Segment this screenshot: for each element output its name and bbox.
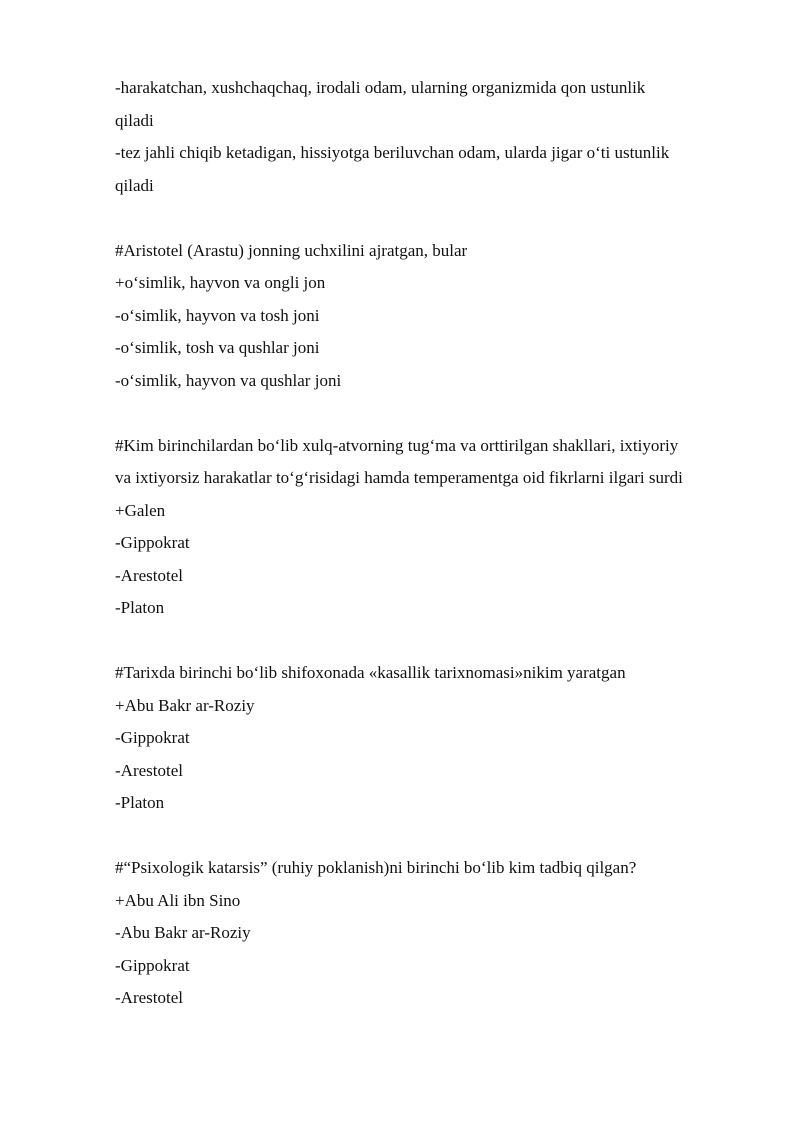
blank-line: [115, 820, 755, 853]
answer-correct: +Abu Ali ibn Sino: [115, 890, 241, 910]
blank-line: [115, 625, 755, 658]
answer-option: -o‘simlik, hayvon va tosh joni: [115, 305, 320, 325]
question-line: va ixtiyorsiz harakatlar to‘g‘risidagi hamda temperamentga oid fikrlarni ilgari surdi: [115, 468, 683, 487]
text-line: qiladi: [115, 110, 154, 130]
answer-option: -o‘simlik, tosh va qushlar joni: [115, 338, 320, 357]
answer-option: -Platon: [115, 793, 165, 812]
answer-option: -Gippokrat: [115, 955, 190, 975]
answer-option: -Arestotel: [115, 565, 183, 585]
answer-option: -Platon: [115, 598, 165, 617]
answer-correct: +o‘simlik, hayvon va ongli jon: [115, 273, 326, 292]
text-line: -harakatchan, xushchaqchaq, irodali odam, ularning organizmida qon ustunlik: [115, 78, 646, 97]
question-line: #Kim birinchilardan bo‘lib xulq-atvorning tug‘ma va orttirilgan shakllari, ixtiyoriy: [115, 435, 679, 455]
question-line: #“Psixologik katarsis” (ruhiy poklanish)ni birinchi bo‘lib kim tadbiq qilgan?: [115, 858, 637, 877]
answer-correct: +Abu Bakr ar-Roziy: [115, 695, 255, 715]
answer-correct: +Galen: [115, 500, 166, 520]
question-line: #Tarixda birinchi bo‘lib shifoxonada «kasallik tarixnomasi»nikim yaratgan: [115, 663, 626, 682]
document-body: [115, 72, 755, 1015]
answer-option: -Abu Bakr ar-Roziy: [115, 923, 251, 942]
answer-option: -Gippokrat: [115, 533, 190, 552]
text-line: -tez jahli chiqib ketadigan, hissiyotga beriluvchan odam, ularda jigar o‘ti ustunlik: [115, 143, 670, 162]
blank-line: [115, 202, 755, 235]
blank-line: [115, 397, 755, 430]
question-line: #Aristotel (Arastu) jonning uchxilini ajratgan, bular: [115, 240, 468, 260]
answer-option: -Gippokrat: [115, 728, 190, 747]
answer-option: -Arestotel: [115, 760, 183, 780]
answer-option: -o‘simlik, hayvon va qushlar joni: [115, 370, 342, 390]
text-line: qiladi: [115, 175, 154, 195]
answer-option: -Arestotel: [115, 988, 183, 1007]
